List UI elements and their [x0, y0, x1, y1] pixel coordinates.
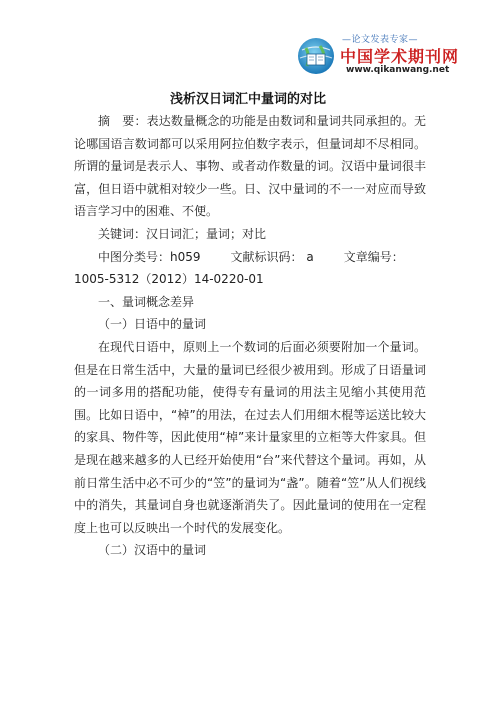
globe-book-icon — [296, 36, 336, 76]
paragraph-1: 在现代日语中，原则上一个数词的后面必须要附加一个量词。但是在日常生活中，大量的量词已经很少被用到。形成了日语量词的一词多用的搭配功能，使得专有量词的用法主见缩小其使用范围。比如日语中，“棹”的用法，在过去人们用细木棍等运送比较大的家具、物件等，因此使用“棹”来计量家里的立柜等大件家具。但是现在越来越多的人已经开始使用“台”来代替这个量词。再如，从前日常生活中必不可少的“笠”的量词为“盏”。随着“笠”从人们视线中的消失，其量词自身也就逐渐消失了。因此量词的使用在一定程度上也可以反映出一个时代的发展变化。 — [74, 339, 426, 535]
article-body — [74, 110, 426, 562]
logo-brand: 中国学术期刊网 — [340, 47, 460, 66]
keywords: 关键词：汉日词汇；量词；对比 — [98, 226, 267, 241]
clc-number: 中图分类号：h059 — [98, 249, 201, 264]
subsection-heading-2: （二）汉语中的量词 — [98, 543, 207, 558]
subsection-heading-1: （一）日语中的量词 — [98, 317, 207, 332]
journal-logo — [296, 30, 460, 80]
article-number: 1005-5312（2012）14-0220-01 — [74, 272, 264, 287]
article-number-label: 文章编号： — [343, 249, 404, 264]
logo-slogan: —论文发表专家— — [342, 35, 419, 45]
document-code: 文献标识码： a — [230, 249, 314, 264]
section-heading-1: 一、量词概念差异 — [98, 294, 195, 309]
article-title: 浅析汉日词汇中量词的对比 — [169, 92, 326, 107]
classification-line — [74, 246, 426, 269]
abstract: 摘 要：表达数量概念的功能是由数词和量词共同承担的。无论哪国语言数词都可以采用阿拉伯数字表示，但量词却不尽相同。所谓的量词是表示人、事物、或者动作数量的词。汉语中量词很丰富，但日语中就相对较少一些。日、汉中量词的不一一对应而导致语言学习中的困难、不便。 — [74, 114, 426, 219]
logo-site-url: www.qikanwang.net — [346, 65, 450, 75]
